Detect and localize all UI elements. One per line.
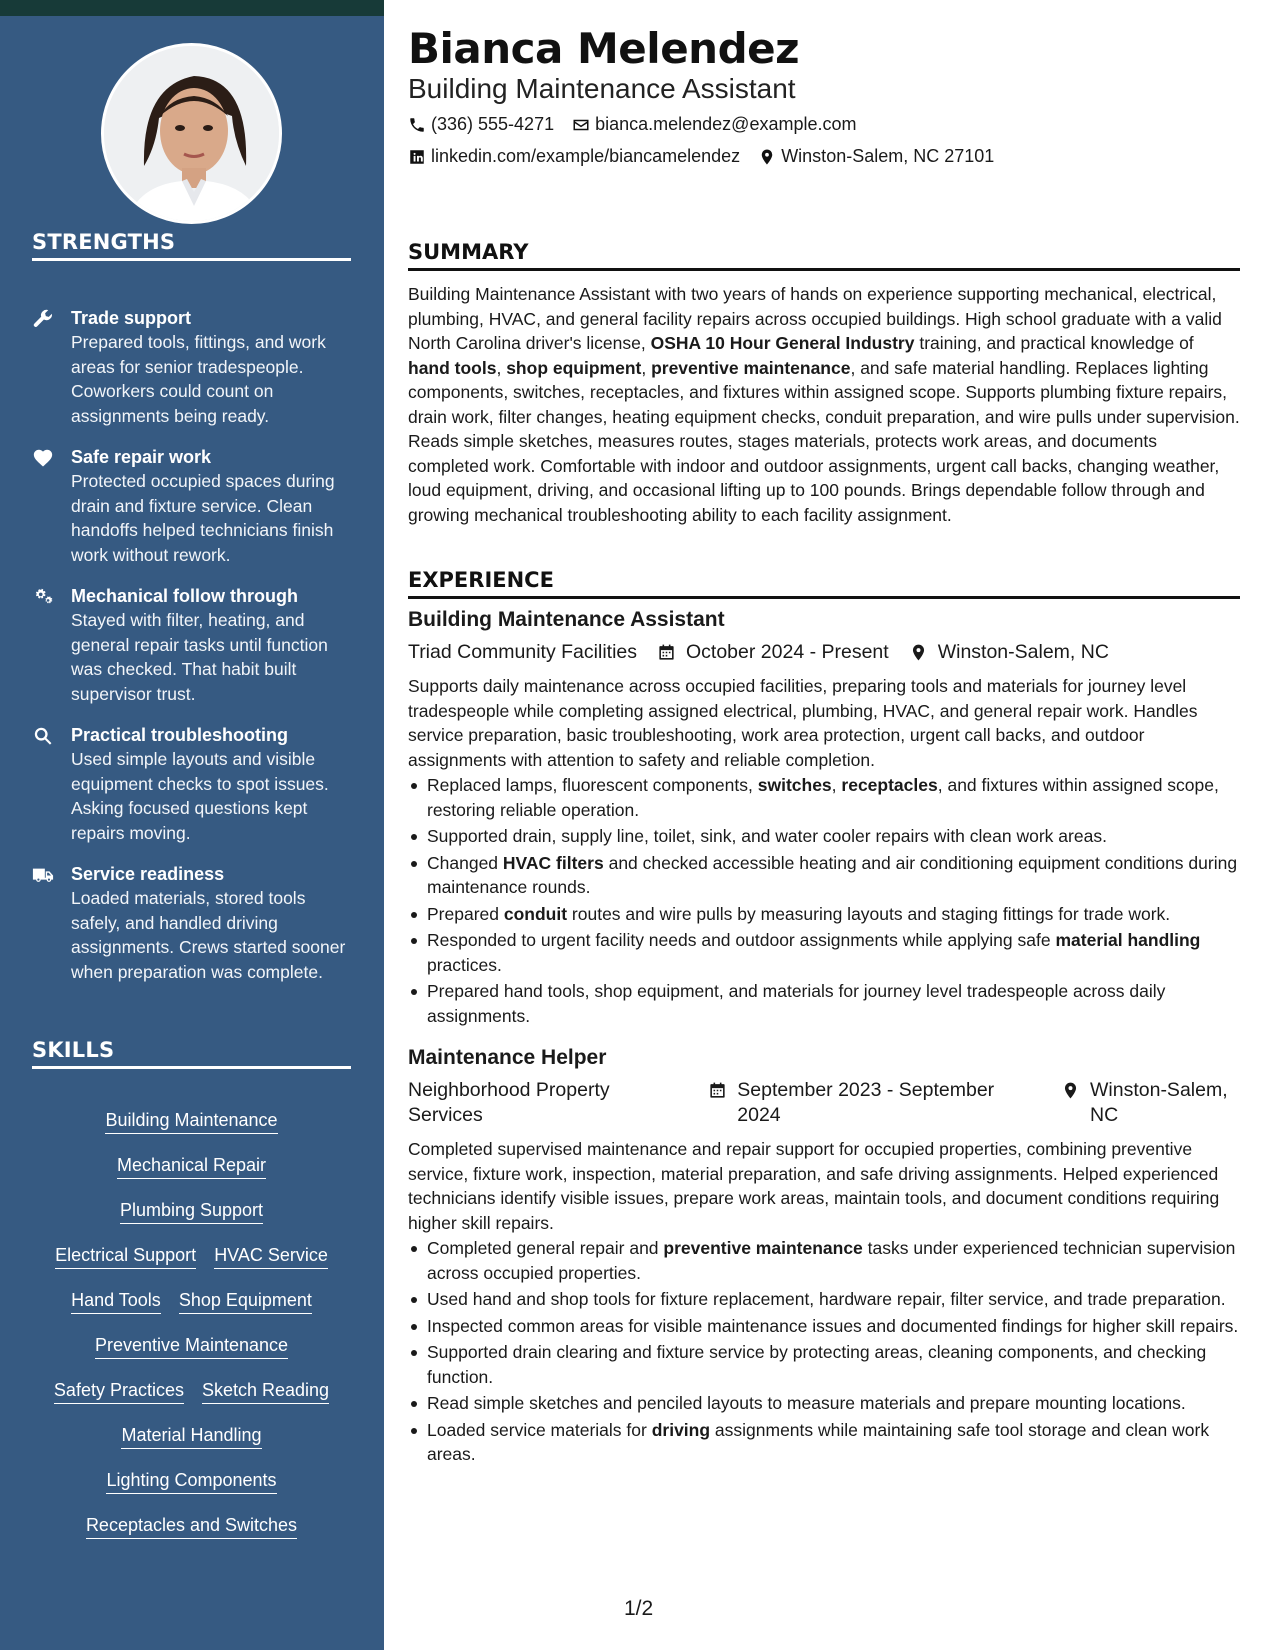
list-item: Read simple sketches and penciled layouts to measure materials and prepare mounting locations. [408, 1391, 1240, 1416]
search-icon [32, 723, 71, 845]
list-item: Loaded service materials for driving assignments while maintaining safe tool storage and clean work areas. [408, 1418, 1240, 1467]
calendar-icon [657, 643, 676, 662]
list-item: Used hand and shop tools for fixture replacement, hardware repair, filter service, and trade preparation. [408, 1287, 1240, 1312]
summary-title: SUMMARY [408, 240, 1240, 271]
job-bullets [408, 1236, 1240, 1469]
job-company: Neighborhood Property Services [408, 1079, 610, 1126]
strength-description: Protected occupied spaces during drain and fixture service. Clean handoffs helped technicians finish work without rework. [71, 471, 335, 565]
job-description: Supports daily maintenance across occupied facilities, preparing tools and materials for journey level tradespeople while completing assigned electrical, plumbing, HVAC, and general repair work. Handles service preparation, basic troubleshooting, work area protection, urgent call backs, and outdoor assignments with attention to safety and reliable completion. [408, 676, 1198, 770]
top-accent-strip [0, 0, 384, 16]
contact-line-1 [408, 114, 875, 135]
strength-item [32, 445, 358, 567]
skill-tag: HVAC Service [214, 1243, 328, 1269]
wrench-icon [32, 306, 71, 428]
summary-text: Building Maintenance Assistant with two years of hands on experience supporting mechanical, electrical, plumbing, HVAC, and general facility repairs across occupied buildings. High school graduate with a valid North Carolina driver's license, OSHA 10 Hour General Industry training, and practical knowledge of hand tools, shop equipment, preventive maintenance, and safe material handling. Replaces lighting components, switches, receptacles, and fixtures within assigned scope. Supports plumbing fixture repairs, drain work, filter changes, heating equipment checks, conduit preparation, and wire pulls under supervision. Reads simple sketches, measures routes, stages materials, protects work areas, and documents completed work. Comfortable with indoor and outdoor assignments, urgent call backs, changing weather, loud equipment, driving, and occasional lifting up to 100 pounds. Brings dependable follow through and growing mechanical troubleshooting ability to each facility assignment. [408, 284, 1240, 525]
list-item: Replaced lamps, fluorescent components, switches, receptacles, and fixtures within assigned scope, restoring reliable operation. [408, 773, 1240, 822]
skill-tag: Hand Tools [71, 1288, 161, 1314]
profile-photo [101, 43, 282, 224]
job-dates: September 2023 - September 2024 [737, 1079, 995, 1126]
gears-icon [32, 584, 71, 706]
map-pin-icon [909, 643, 928, 662]
strength-item [32, 584, 358, 706]
list-item: Changed HVAC filters and checked accessible heating and air conditioning equipment conditions during maintenance rounds. [408, 851, 1240, 900]
strength-item [32, 862, 358, 984]
map-pin-icon [1061, 1081, 1080, 1100]
strength-item [32, 723, 358, 845]
job-title: Building Maintenance Assistant [408, 608, 725, 631]
skills-title: SKILLS [32, 1038, 351, 1069]
skill-tag: Electrical Support [55, 1243, 196, 1269]
skill-tag: Mechanical Repair [117, 1153, 266, 1179]
strength-description: Loaded materials, stored tools safely, and handled driving assignments. Crews started sooner when preparation was complete. [71, 888, 346, 982]
job-meta [408, 1078, 1240, 1128]
strength-description: Used simple layouts and visible equipment checks to spot issues. Asking focused questions kept repairs moving. [71, 749, 329, 843]
phone-icon [408, 116, 426, 134]
strength-description: Prepared tools, fittings, and work areas for senior tradespeople. Coworkers could count on assignments being ready. [71, 332, 326, 426]
skill-tag: Building Maintenance [105, 1108, 277, 1134]
list-item: Supported drain, supply line, toilet, sink, and water cooler repairs with clean work areas. [408, 824, 1240, 849]
strength-title: Trade support [71, 308, 192, 328]
job-bullets [408, 773, 1240, 1030]
page-number: 1/2 [624, 1597, 654, 1620]
candidate-headline: Building Maintenance Assistant [408, 73, 796, 104]
skill-tag: Lighting Components [106, 1468, 276, 1494]
job-location: Winston-Salem, NC [1090, 1079, 1228, 1126]
strengths-list [32, 306, 358, 1001]
skill-tag: Material Handling [121, 1423, 261, 1449]
candidate-name: Bianca Melendez [408, 24, 800, 73]
sidebar [0, 16, 384, 1650]
list-item: Responded to urgent facility needs and outdoor assignments while applying safe material handling practices. [408, 928, 1240, 977]
job-dates: October 2024 - Present [686, 641, 889, 663]
list-item: Inspected common areas for visible maintenance issues and documented findings for higher skill repairs. [408, 1314, 1240, 1339]
experience-title: EXPERIENCE [408, 568, 1240, 599]
list-item: Completed general repair and preventive maintenance tasks under experienced technician supervision across occupied properties. [408, 1236, 1240, 1285]
strength-item [32, 306, 358, 428]
location-text: Winston-Salem, NC 27101 [781, 146, 995, 166]
phone-number: (336) 555-4271 [431, 114, 555, 134]
skill-tag: Plumbing Support [120, 1198, 263, 1224]
email-link[interactable]: bianca.melendez@example.com [595, 114, 857, 134]
calendar-icon [708, 1081, 727, 1100]
linkedin-icon [408, 148, 426, 166]
job-description: Completed supervised maintenance and repair support for occupied properties, combining preventive service, fixture work, inspection, material preparation, and safe driving assignments. Helped experienced technicians identify visible issues, prepare work areas, maintain tools, and document conditions requiring higher skill repairs. [408, 1139, 1220, 1233]
strength-description: Stayed with filter, heating, and general repair tasks until function was checked. That habit built supervisor trust. [71, 610, 328, 704]
list-item: Supported drain clearing and fixture service by protecting areas, cleaning components, and checking function. [408, 1340, 1240, 1389]
linkedin-link[interactable]: linkedin.com/example/biancamelendez [431, 146, 741, 166]
strength-title: Practical troubleshooting [71, 725, 289, 745]
strengths-title: STRENGTHS [32, 230, 351, 261]
skill-tag: Preventive Maintenance [95, 1333, 288, 1359]
truck-icon [32, 862, 71, 984]
skills-list [32, 1108, 351, 1558]
job-company: Triad Community Facilities [408, 641, 637, 663]
skill-tag: Safety Practices [54, 1378, 184, 1404]
list-item: Prepared conduit routes and wire pulls by measuring layouts and staging fittings for trade work. [408, 902, 1240, 927]
heart-icon [32, 445, 71, 567]
strength-title: Service readiness [71, 864, 225, 884]
map-pin-icon [758, 148, 776, 166]
skill-tag: Sketch Reading [202, 1378, 329, 1404]
job-title: Maintenance Helper [408, 1046, 607, 1069]
envelope-icon [572, 116, 590, 134]
strength-title: Safe repair work [71, 447, 212, 467]
job-location: Winston-Salem, NC [937, 641, 1109, 663]
strength-title: Mechanical follow through [71, 586, 299, 606]
skill-tag: Receptacles and Switches [86, 1513, 297, 1539]
skill-tag: Shop Equipment [179, 1288, 312, 1314]
contact-line-2 [408, 146, 1012, 167]
list-item: Prepared hand tools, shop equipment, and materials for journey level tradespeople across daily assignments. [408, 979, 1240, 1028]
job-meta [408, 640, 1240, 665]
